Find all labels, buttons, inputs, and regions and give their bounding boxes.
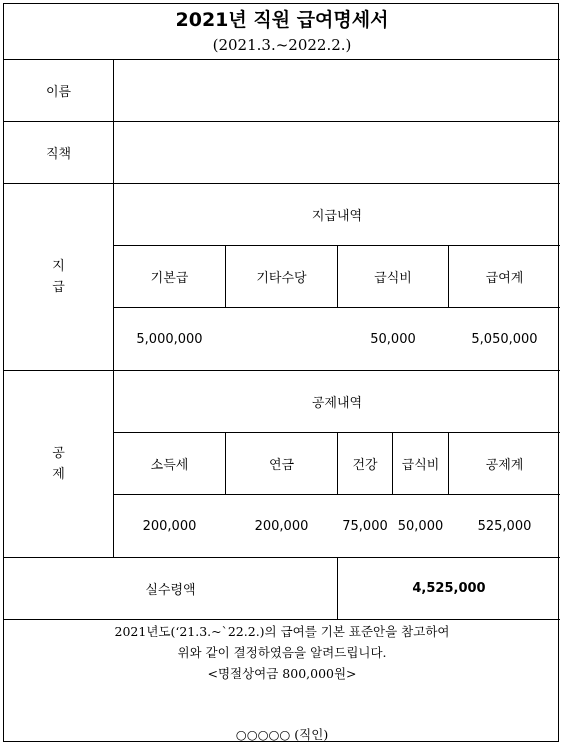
notice-line: 2021년도(‘21.3.~`22.2.)의 급여를 기본 표준안을 참고하여 — [114, 624, 450, 639]
payment-side-char: 급 — [52, 280, 65, 295]
payment-side-label — [4, 184, 113, 370]
net-pay-label: 실수령액 — [145, 583, 196, 598]
name-value — [114, 60, 560, 121]
payment-header-other-allowance: 기타수당 — [256, 271, 307, 286]
payment-value-total: 5,050,000 — [471, 331, 538, 347]
payment-value-meal: 50,000 — [370, 331, 416, 347]
payslip-document — [3, 3, 559, 742]
payment-side-char: 지 — [52, 259, 65, 274]
notice-text — [4, 621, 560, 684]
deduction-value-meal: 50,000 — [397, 518, 444, 534]
deduction-side-char: 공 — [52, 446, 65, 461]
payment-value-other-allowance — [226, 308, 337, 370]
document-title: 2021년 직원 급여명세서 — [175, 8, 389, 31]
notice-line: <명절상여금 800,000원> — [207, 666, 357, 681]
payment-section-title: 지급내역 — [311, 209, 363, 224]
deduction-header-income-tax: 소득세 — [150, 458, 189, 473]
deduction-value-pension: 200,000 — [254, 518, 309, 534]
deduction-value-income-tax: 200,000 — [142, 518, 197, 534]
deduction-side-char: 제 — [52, 467, 65, 482]
deduction-header-total: 공제계 — [485, 458, 524, 473]
deduction-header-meal: 급식비 — [401, 458, 440, 473]
payment-header-meal: 급식비 — [374, 271, 412, 286]
deduction-section-title: 공제내역 — [311, 396, 363, 411]
signature-seal: ○○○○○ (직인) — [235, 727, 329, 742]
payment-header-base-salary: 기본급 — [150, 271, 189, 286]
deduction-side-label — [4, 371, 113, 557]
position-label: 직책 — [45, 147, 72, 162]
payment-header-total: 급여계 — [485, 271, 524, 286]
document-period: (2021.3.~2022.2.) — [212, 36, 352, 54]
deduction-value-total: 525,000 — [477, 518, 532, 534]
notice-line: 위와 같이 결정하였음을 알려드립니다. — [177, 645, 387, 660]
deduction-value-health: 75,000 — [342, 518, 388, 534]
payment-value-base-salary: 5,000,000 — [136, 331, 203, 347]
deduction-header-pension: 연금 — [268, 458, 295, 473]
deduction-header-health: 건강 — [352, 458, 378, 473]
net-pay-value: 4,525,000 — [412, 581, 486, 596]
name-label: 이름 — [45, 85, 72, 100]
divider — [4, 619, 560, 620]
position-value — [114, 122, 560, 183]
